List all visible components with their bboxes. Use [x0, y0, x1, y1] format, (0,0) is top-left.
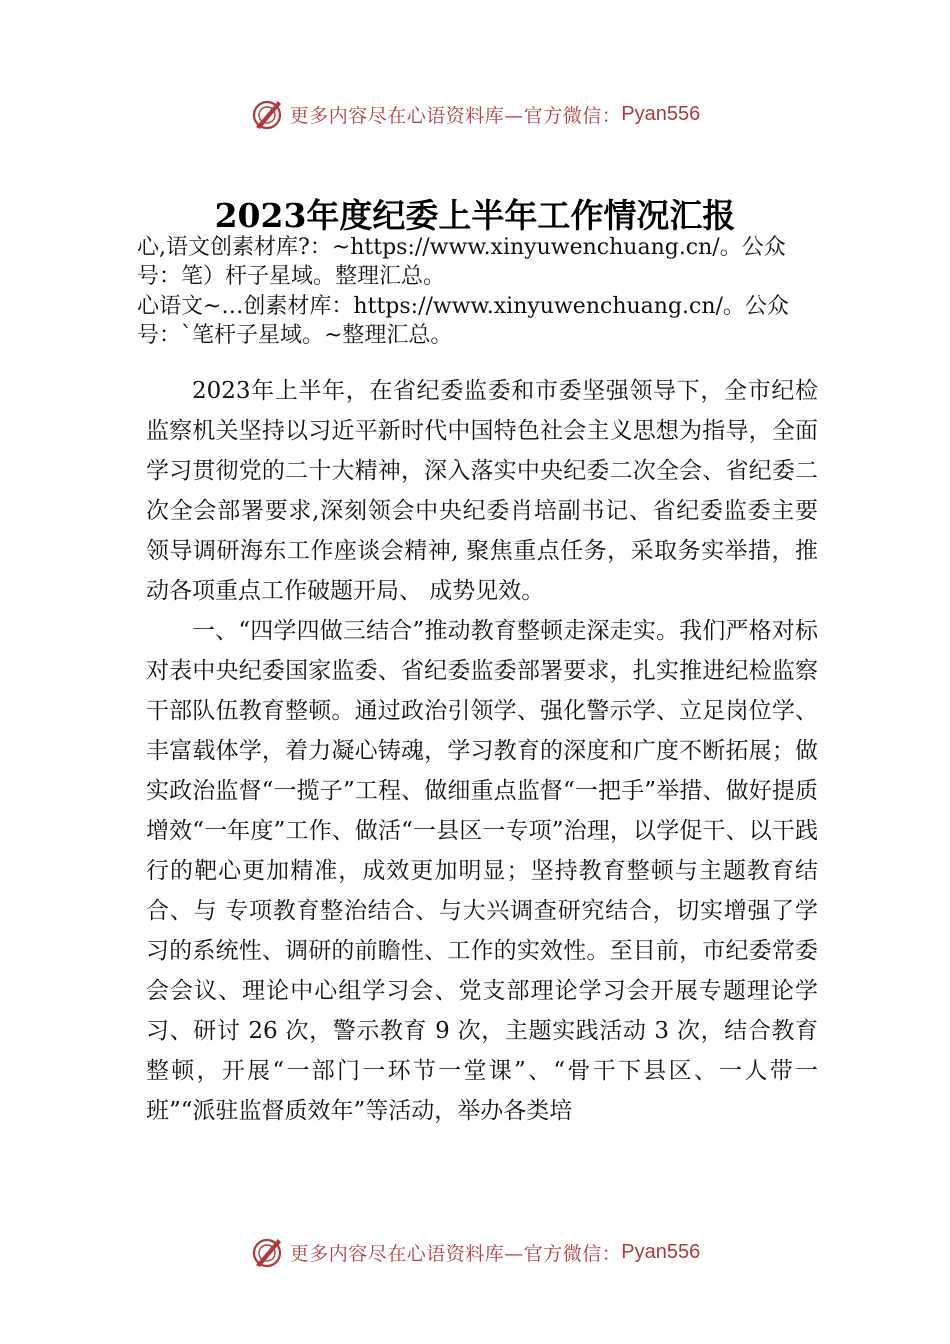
source-note-line: 心,语文创素材库?：~https://www.xinyuwenchuang.cn/。公众 [137, 235, 786, 260]
banner-text: 更多内容尽在心语资料库—官方微信： [289, 104, 622, 127]
brush-logo-icon [250, 1235, 284, 1269]
brush-logo-icon [250, 97, 284, 131]
banner-wechat-id: Pyan556 [621, 102, 701, 125]
source-note [137, 292, 857, 350]
source-note-line: 心语文~…创素材库：https://www.xinyuwenchuang.cn/。公众 [137, 294, 789, 319]
body-paragraph: 2023年上半年，在省纪委监委和市委坚强领导下，全市纪检监察机关坚持以习近平新时代中国特色社会主义思想为指导，全面学习贯彻党的二十大精神，深入落实中央纪委二次全会、省纪委二次全会部署要求,深刻领会中央纪委肖培副书记、省纪委监委主要领导调研海东工作座谈会精神, 聚焦重点任务，采取务实举措，推动各项重点工作破题开局、 成势见效。 [146, 378, 818, 604]
source-note-line: 号：`笔杆子星域。~整理汇总。 [137, 323, 453, 348]
header-banner [0, 94, 950, 134]
document-title: 2023年度纪委上半年工作情况汇报 [214, 196, 736, 235]
source-note [137, 233, 857, 291]
source-note-line: 号：笔）杆子星域。整理汇总。 [137, 264, 446, 289]
banner-text: 更多内容尽在心语资料库—官方微信： [289, 1242, 622, 1265]
banner-wechat-id: Pyan556 [621, 1240, 701, 1263]
footer-banner [0, 1232, 950, 1272]
document-body [146, 371, 818, 1131]
body-paragraph: 一、“四学四做三结合”推动教育整顿走深走实。我们严格对标对表中央纪委国家监委、省纪委监委部署要求，扎实推进纪检监察干部队伍教育整顿。通过政治引领学、强化警示学、立足岗位学、丰富载体学，着力凝心铸魂，学习教育的深度和广度不断拓展；做实政治监督“一揽子”工程、做细重点监督“一把手”举措、做好提质增效“一年度”工作、做活“一县区一专项”治理，以学促干、以干践行的靶心更加精准，成效更加明显；坚持教育整顿与主题教育结合、与 专项教育整治结合、与大兴调查研究结合，切实增强了学习的系统性、调研的前瞻性、工作的实效性。至目前，市纪委常委会会议、理论中心组学习会、党支部理论学习会开展专题理论学习、研讨 26 次，警示教育 9 次，主题实践活动 3 次，结合教育整顿，开展“一部门一环节一堂课”、“骨干下县区、一人带一班”“派驻监督质效年”等活动，举办各类培 [146, 618, 818, 1124]
